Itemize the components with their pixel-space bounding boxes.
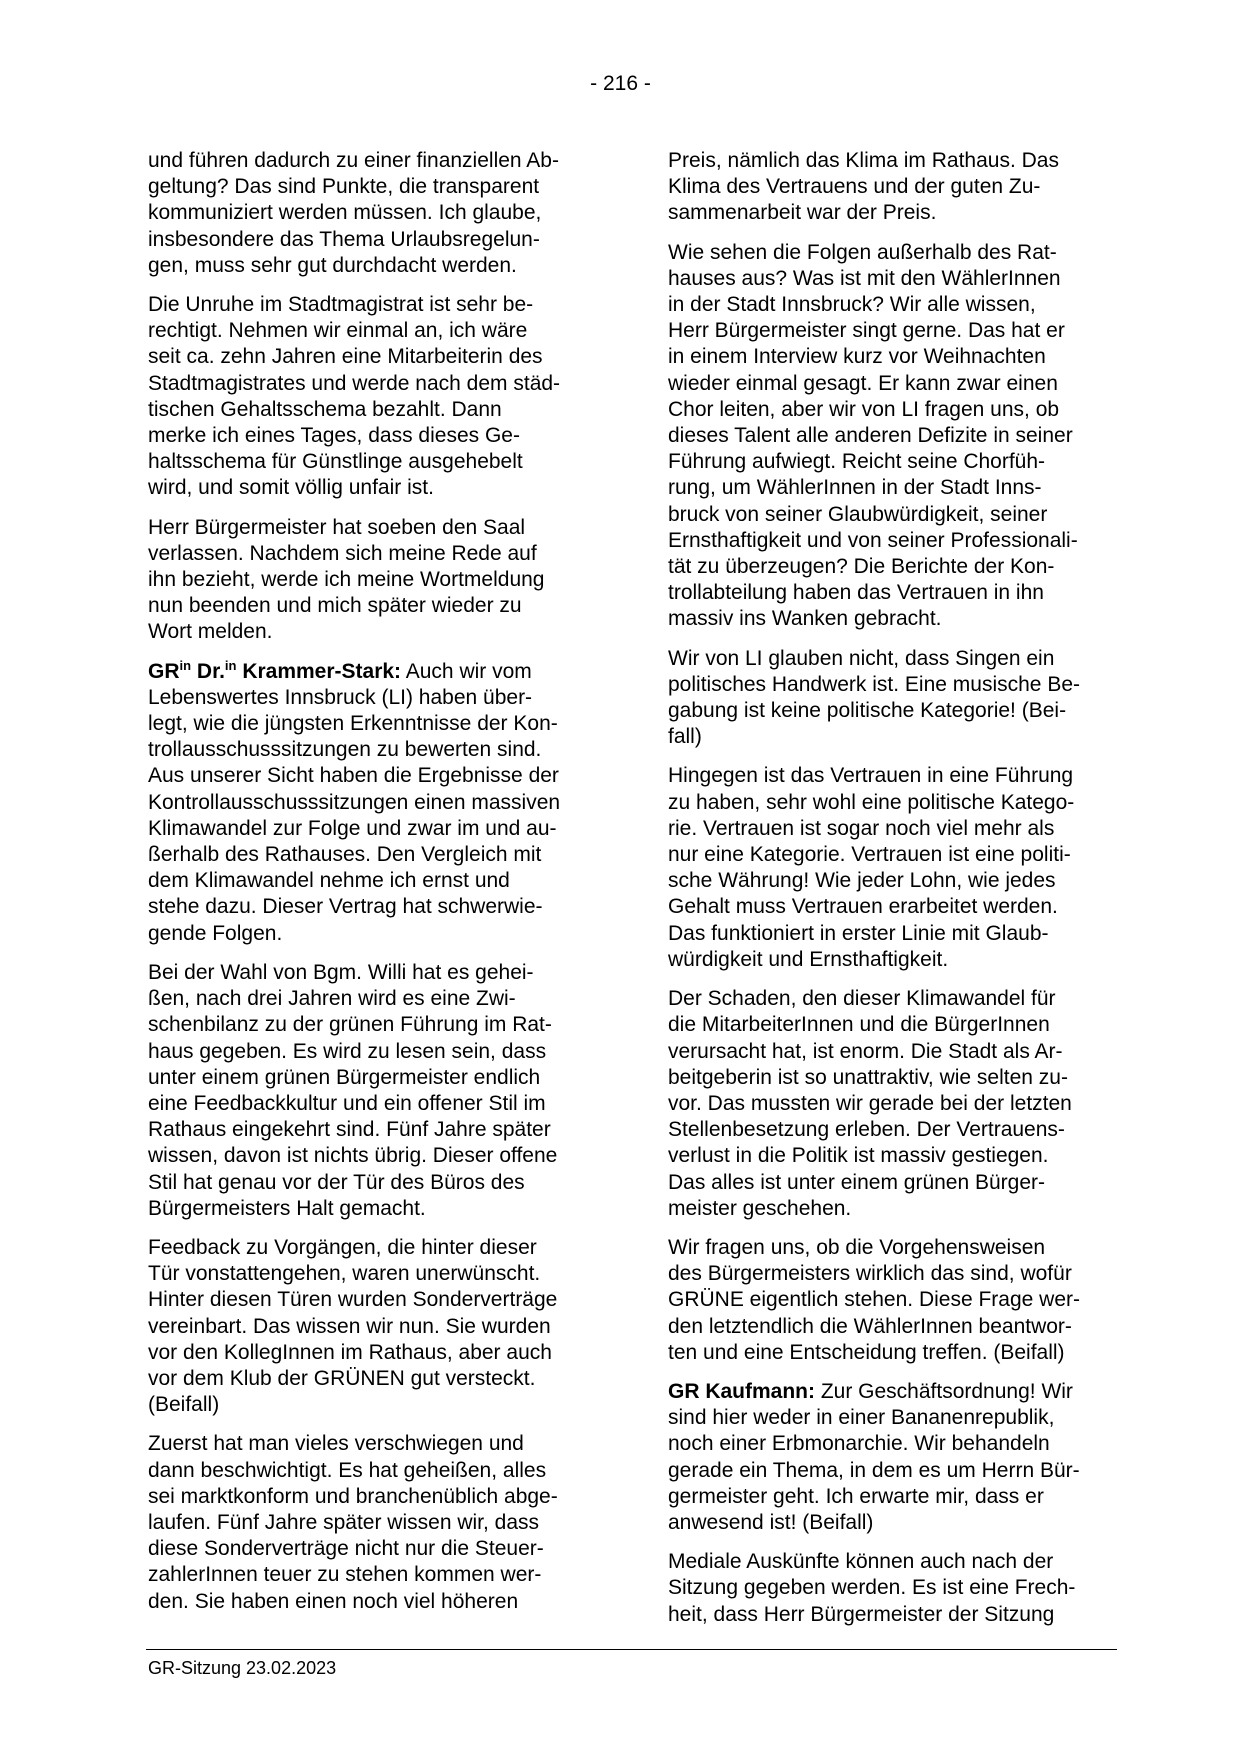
paragraph: Die Unruhe im Stadtmagistrat ist sehr be- rechtigt. Nehmen wir einmal an, ich wäre seit ca. zehn Jahren eine Mitarbeiterin des Stadtmagistrates und werde nach dem städ- tischen Gehaltsschema bezahlt. Dann merke ich eines Tages, dass dieses Ge- haltsschema für Günstlinge ausgehebelt wird, und somit völlig unfair ist. [148,293,561,500]
footer-session-date: GR-Sitzung 23.02.2023 [148,1658,337,1678]
speaker-degree-suffix: in [224,657,237,673]
speaker-title-suffix: in [179,657,192,673]
speaker-name [148,657,402,683]
right-column [668,148,1116,1641]
speech-paragraph [668,1379,1116,1536]
page-number: - 216 - [590,72,651,95]
paragraph: Der Schaden, den dieser Klimawandel für die MitarbeiterInnen und die BürgerInnen verursacht hat, ist enorm. Die Stadt als Ar- beitgeberin ist so unattraktiv, wie selten zu- vor. Das mussten wir gerade bei der letzten Stellenbesetzung erleben. Der Vertrauens- verlust in die Politik ist massiv gestiegen. Das alles ist unter einem grünen Bürger- meister geschehen. [668,987,1072,1220]
paragraph: Feedback zu Vorgängen, die hinter dieser Tür vonstattengehen, waren unerwünscht. Hinter diesen Türen wurden Sonderverträge vereinbart. Das wissen wir nun. Sie wurden vor den KollegInnen im Rathaus, aber auch vor dem Klub der GRÜNEN gut versteckt. (Beifall) [148,1235,558,1417]
paragraph: Bei der Wahl von Bgm. Willi hat es gehei- ßen, nach drei Jahren wird es eine Zwi- schenbilanz zu der grünen Führung im Rat- haus gegeben. Es wird zu lesen sein, dass unter einem grünen Bürgermeister endlich eine Feedbackkultur und ein offener Stil im Rathaus eingekehrt sind. Fünf Jahre später wissen, davon ist nichts übrig. Dieser offene Stil hat genau vor der Tür des Büros des Bürgermeisters Halt gemacht. [148,960,558,1220]
speaker-degree: Dr. [191,659,225,683]
paragraph: Preis, nämlich das Klima im Rathaus. Das Klima des Vertrauens und der guten Zu- sammenarbeit war der Preis. [668,149,1059,225]
speaker-surname: Krammer-Stark: [236,659,402,683]
paragraph: Hingegen ist das Vertrauen in eine Führung zu haben, sehr wohl eine politische Katego- rie. Vertrauen ist sogar noch viel mehr als nur eine Kategorie. Vertrauen ist eine politi- sche Währung! Wie jeder Lohn, wie jedes Gehalt muss Vertrauen erarbeitet werden. Das funktioniert in erster Linie mit Glaub- würdigkeit und Ernsthaftigkeit. [668,764,1075,971]
left-column [148,148,596,1628]
paragraph: Zuerst hat man vieles verschwiegen und dann beschwichtigt. Es hat geheißen, alles sei marktkonform und branchenüblich abge- laufen. Fünf Jahre später wissen wir, dass diese Sonderverträge nicht nur die Steuer- zahlerInnen teuer zu stehen kommen wer- den. Sie haben einen noch viel höheren [148,1432,558,1613]
speech-paragraph [148,659,596,947]
paragraph: Wir fragen uns, ob die Vorgehensweisen des Bürgermeisters wirklich das sind, wofür GRÜNE eigentlich stehen. Diese Frage wer- den letztendlich die WählerInnen beantwor- ten und eine Entscheidung treffen. (Beifall) [668,1235,1081,1364]
speech-text: Auch wir vom Lebenswertes Innsbruck (LI) haben über- legt, wie die jüngsten Erkenntnisse der Kon- trollausschusssitzungen zu bewerten sind. Aus unserer Sicht haben die Ergebnisse der Kontrollausschusssitzungen einen massiven Klimawandel zur Folge und zwar im und au- ßerhalb des Rathauses. Den Vergleich mit dem Klimawandel nehme ich ernst und stehe dazu. Dieser Vertrag hat schwerwie- gende Folgen. [148,659,561,945]
speaker-name: GR Kaufmann: [668,1379,815,1403]
speech-text: Zur Geschäftsordnung! Wir sind hier weder in einer Bananenrepublik, noch einer Erbmonarchie. Wir behandeln gerade ein Thema, in dem es um Herrn Bür- germeister geht. Ich erwarte mir, dass er anwesend ist! (Beifall) [668,1379,1080,1534]
paragraph: und führen dadurch zu einer finanziellen Ab- geltung? Das sind Punkte, die transparent kommuniziert werden müssen. Ich glaube, insbesondere das Thema Urlaubsregelun- gen, muss sehr gut durchdacht werden. [148,149,559,277]
paragraph: Mediale Auskünfte können auch nach der Sitzung gegeben werden. Es ist eine Frech- heit, dass Herr Bürgermeister der Sitzung [668,1550,1076,1626]
paragraph: Wir von LI glauben nicht, dass Singen ein politisches Handwerk ist. Eine musische Be- gabung ist keine politische Kategorie! (Bei- fall) [668,646,1081,749]
paragraph: Wie sehen die Folgen außerhalb des Rat- hauses aus? Was ist mit den WählerInnen in der Stadt Innsbruck? Wir alle wissen, Herr Bürgermeister singt gerne. Das hat er in einem Interview kurz vor Weihnachten wieder einmal gesagt. Er kann zwar einen Chor leiten, aber wir von LI fragen uns, ob dieses Talent alle anderen Defizite in seiner Führung aufwiegt. Reicht seine Chorfüh- rung, um WählerInnen in der Stadt Inns- bruck von seiner Glaubwürdigkeit, seiner Ernsthaftigkeit und von seiner Professionali- tät zu überzeugen? Die Berichte der Kon- trollabteilung haben das Vertrauen in ihn massiv ins Wanken gebracht. [668,240,1078,631]
speaker-title: GR [148,659,180,683]
paragraph: Herr Bürgermeister hat soeben den Saal verlassen. Nachdem sich meine Rede auf ihn bezieht, werde ich meine Wortmeldung nun beenden und mich später wieder zu Wort melden. [148,515,545,644]
footer-divider [146,1649,1117,1650]
